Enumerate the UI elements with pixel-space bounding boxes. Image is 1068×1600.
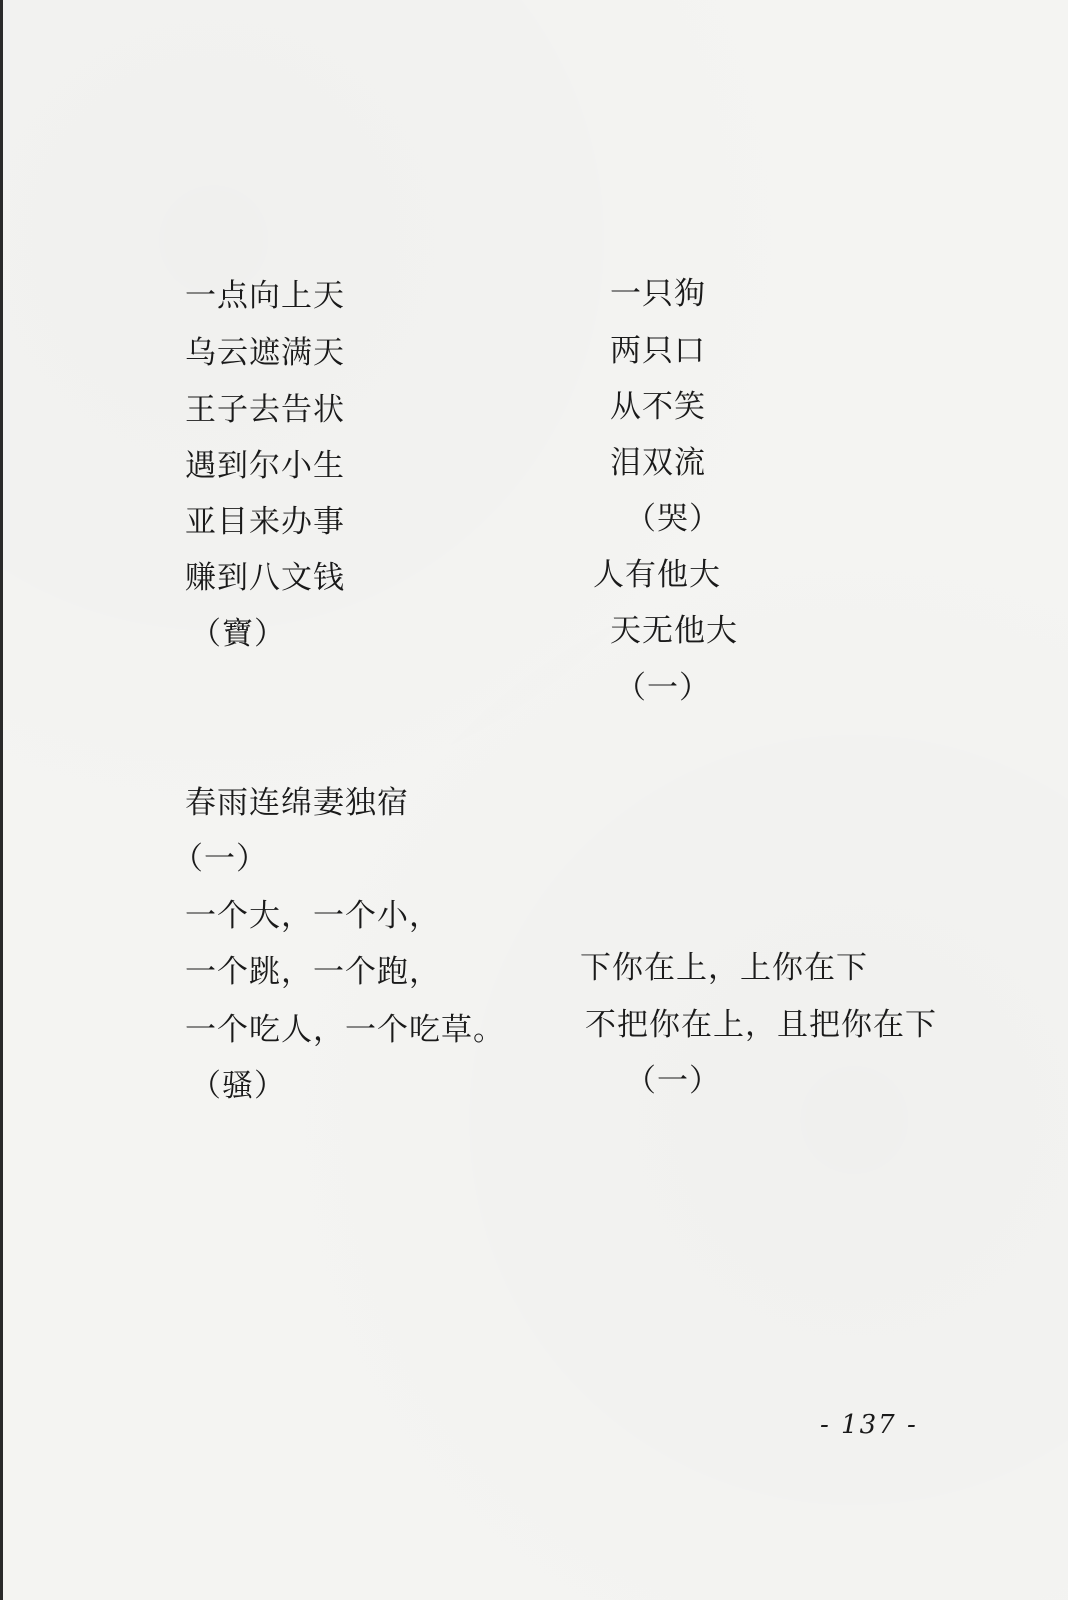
- riddle-line: 不把你在上，且把你在下: [585, 1007, 937, 1043]
- riddle-line: 王子去告状: [185, 392, 345, 428]
- riddle-line: 一个跳，一个跑，: [185, 954, 441, 990]
- riddle-line: 春雨连绵妻独宿: [185, 785, 409, 821]
- riddle-line: 泪双流: [610, 445, 706, 481]
- riddle-line: 一只狗: [610, 276, 706, 312]
- riddle-line: 一点向上天: [185, 278, 345, 314]
- riddle-line: 人有他大: [593, 557, 721, 593]
- riddle-line: 亚目来办事: [185, 504, 345, 540]
- riddle-answer: （哭）: [625, 501, 721, 537]
- riddle-answer: （一）: [615, 670, 711, 706]
- riddle-answer: （寶）: [190, 616, 286, 652]
- riddle-line: 两只口: [610, 333, 706, 369]
- page-edge: [0, 0, 3, 1600]
- riddle-line: 天无他大: [610, 613, 738, 649]
- riddle-line: 下你在上，上你在下: [580, 950, 868, 986]
- riddle-line: 一个大，一个小，: [185, 898, 441, 934]
- riddle-line: 乌云遮满天: [185, 335, 345, 371]
- riddle-line: 遇到尔小生: [185, 448, 345, 484]
- page-number: - 137 -: [820, 1410, 918, 1440]
- riddle-answer: （一）: [625, 1063, 721, 1099]
- riddle-line: 一个吃人，一个吃草。: [185, 1012, 505, 1048]
- riddle-line: 赚到八文钱: [185, 560, 345, 596]
- riddle-answer: （一）: [172, 841, 268, 877]
- riddle-answer: （骚）: [190, 1068, 286, 1104]
- riddle-line: 从不笑: [610, 389, 706, 425]
